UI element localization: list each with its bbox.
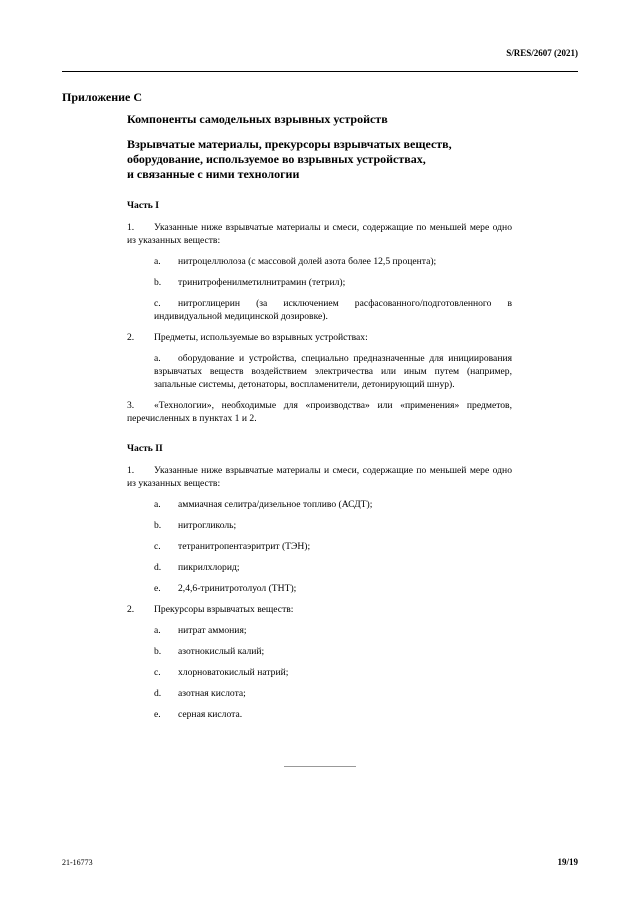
list-item [154,708,512,721]
item-label: d. [154,688,162,699]
paragraph-text: «Технологии», необходимые для «производства» или «применения» предметов, перечисленных в пунктах 1 и 2. [127,400,512,424]
list-item [154,561,512,574]
item-label: a. [154,625,161,636]
item-label: a. [154,256,161,267]
document-number: 21-16773 [62,858,93,867]
item-label: e. [154,709,161,720]
paragraph-text: Указанные ниже взрывчатые материалы и смеси, содержащие по меньшей мере одно из указанных веществ: [127,222,512,246]
list-item [154,519,512,532]
paragraph-text: Предметы, используемые во взрывных устройствах: [154,332,368,343]
paragraph-text: Указанные ниже взрывчатые материалы и смеси, содержащие по меньшей мере одно из указанных веществ: [127,465,512,489]
part-2-title: Часть II [127,443,163,454]
item-text: серная кислота. [178,709,243,720]
document-symbol: S/RES/2607 (2021) [506,48,578,58]
paragraph [127,603,512,616]
item-label: a. [154,499,161,510]
section-subtitle [127,137,547,182]
item-text: пикрилхлорид; [178,562,240,573]
item-text: оборудование и устройства, специально предназначенные для инициирования взрывчатых веществ воздействием электричества или иным путем (например, запальные системы, детонаторы, воспламенители, детонирующий шнур). [154,353,512,390]
item-text: нитрогликоль; [178,520,237,531]
item-text: нитроцеллюлоза (с массовой долей азота более 12,5 процента); [178,256,437,267]
paragraph [127,399,512,425]
paragraph-number: 2. [127,332,135,343]
item-label: d. [154,562,162,573]
item-label: a. [154,353,161,364]
list-item [154,297,512,323]
item-label: b. [154,277,162,288]
item-label: b. [154,646,162,657]
item-text: аммиачная селитра/дизельное топливо (АСДТ); [178,499,373,510]
paragraph [127,331,512,344]
list-item [154,276,512,289]
list-item [154,666,512,679]
list-item [154,255,512,268]
page-number: 19/19 [557,857,578,867]
end-rule [284,766,356,767]
paragraph [127,221,512,247]
section-title: Компоненты самодельных взрывных устройств [127,112,388,126]
list-item [154,352,512,391]
item-label: c. [154,541,161,552]
list-item [154,540,512,553]
paragraph-number: 3. [127,400,135,411]
item-text: хлорноватокислый натрий; [178,667,289,678]
paragraph-number: 2. [127,604,135,615]
item-text: азотнокислый калий; [178,646,265,657]
item-label: e. [154,583,161,594]
list-item [154,582,512,595]
list-item [154,498,512,511]
item-text: 2,4,6-тринитротолуол (ТНТ); [178,583,297,594]
subtitle-line: оборудование, используемое во взрывных устройствах, [127,152,426,166]
item-label: c. [154,298,161,309]
subtitle-line: и связанные с ними технологии [127,167,300,181]
item-text: тетранитропентаэритрит (ТЭН); [178,541,311,552]
paragraph-number: 1. [127,465,135,476]
document-body [127,199,512,729]
list-item [154,645,512,658]
item-label: b. [154,520,162,531]
annex-title: Приложение C [62,90,143,104]
paragraph-text: Прекурсоры взрывчатых веществ: [154,604,294,615]
header-rule [62,71,578,72]
list-item [154,624,512,637]
paragraph-number: 1. [127,222,135,233]
subtitle-line: Взрывчатые материалы, прекурсоры взрывчатых веществ, [127,137,452,151]
list-item [154,687,512,700]
item-text: нитрат аммония; [178,625,247,636]
part-1-title: Часть I [127,200,160,211]
item-text: нитроглицерин (за исключением расфасованного/подготовленного в индивидуальной медицинской дозировке). [154,298,512,322]
item-label: c. [154,667,161,678]
item-text: тринитрофенилметилнитрамин (тетрил); [178,277,346,288]
item-text: азотная кислота; [178,688,246,699]
paragraph [127,464,512,490]
